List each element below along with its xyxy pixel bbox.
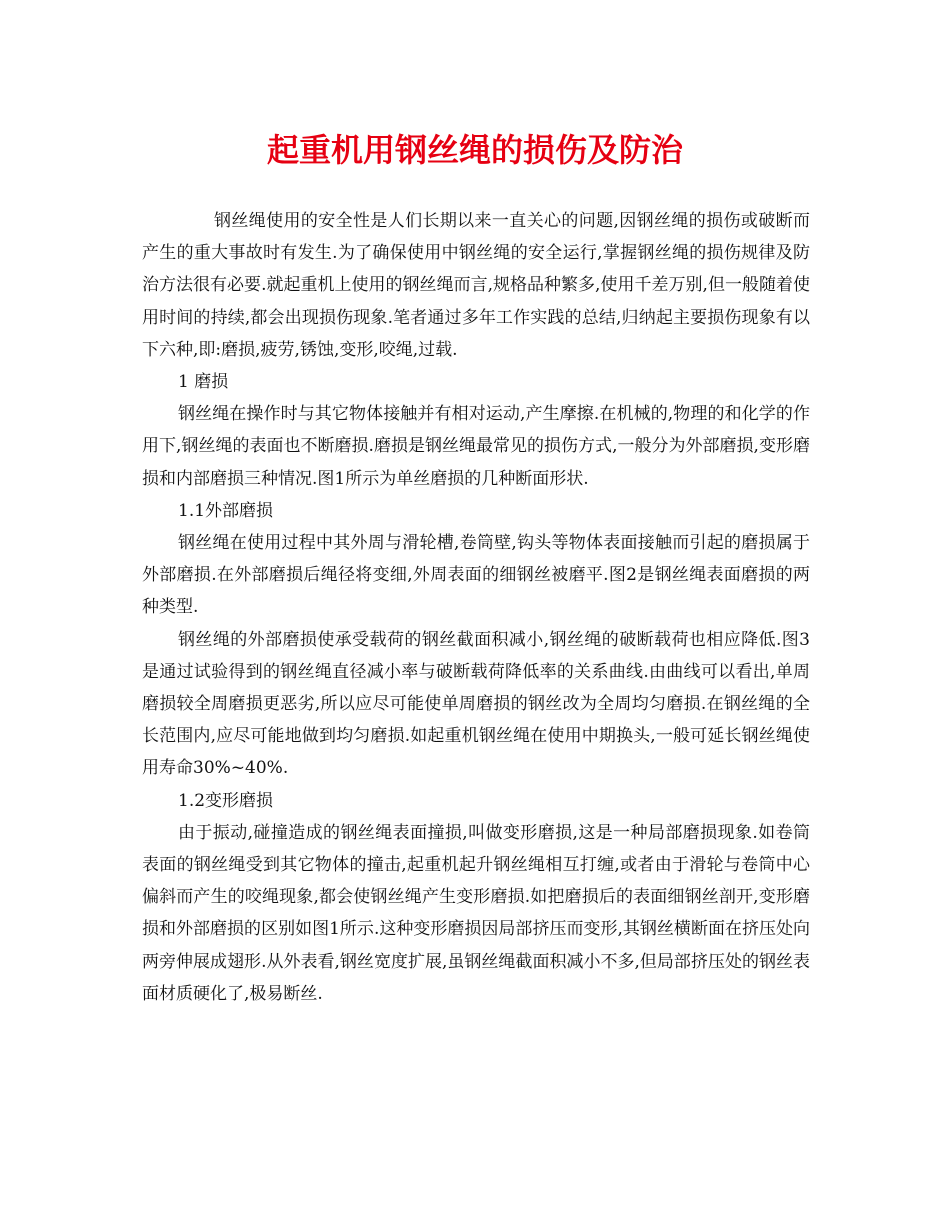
subsection-heading-deformation-wear: 1.2变形磨损 [178,790,274,811]
subsection-heading-external-wear: 1.1外部磨损 [178,500,274,521]
document-body [142,205,810,1010]
section-heading-wear: 1 磨损 [178,372,229,393]
body-paragraph: 由于振动,碰撞造成的钢丝绳表面撞损,叫做变形磨损,这是一种局部磨损现象.如卷筒表面的钢丝绳受到其它物体的撞击,起重机起升钢丝绳相互打缠,或者由于滑轮与卷筒中心偏斜而产生的咬绳现象,都会使钢丝绳产生变形磨损.如把磨损后的表面细钢丝剖开,变形磨损和外部磨损的区别如图1所示.这种变形磨损因局部挤压而变形,其钢丝横断面在挤压处向两旁伸展成翅形.从外表看,钢丝宽度扩展,虽钢丝绳截面积减小不多,但局部挤压处的钢丝表面材质硬化了,极易断丝. [142,822,810,1004]
body-paragraph: 钢丝绳在操作时与其它物体接触并有相对运动,产生摩擦.在机械的,物理的和化学的作用下,钢丝绳的表面也不断磨损.磨损是钢丝绳最常见的损伤方式,一般分为外部磨损,变形磨损和内部磨损三种情况.图1所示为单丝磨损的几种断面形状. [142,404,810,489]
intro-paragraph: 钢丝绳使用的安全性是人们长期以来一直关心的问题,因钢丝绳的损伤或破断而产生的重大事故时有发生.为了确保使用中钢丝绳的安全运行,掌握钢丝绳的损伤规律及防治方法很有必要.就起重机上使用的钢丝绳而言,规格品种繁多,使用千差万别,但一般随着使用时间的持续,都会出现损伤现象.笔者通过多年工作实践的总结,归纳起主要损伤现象有以下六种,即:磨损,疲劳,锈蚀,变形,咬绳,过载. [142,211,810,360]
document-title: 起重机用钢丝绳的损伤及防治 [266,131,683,169]
body-paragraph: 钢丝绳的外部磨损使承受载荷的钢丝截面积减小,钢丝绳的破断载荷也相应降低.图3是通过试验得到的钢丝绳直径减小率与破断载荷降低率的关系曲线.由曲线可以看出,单周磨损较全周磨损更恶劣,所以应尽可能使单周磨损的钢丝改为全周均匀磨损.在钢丝绳的全长范围内,应尽可能地做到均匀磨损.如起重机钢丝绳在使用中期换头,一般可延长钢丝绳使用寿命30%~40%. [142,629,810,779]
body-paragraph: 钢丝绳在使用过程中其外周与滑轮槽,卷筒壁,钩头等物体表面接触而引起的磨损属于外部磨损.在外部磨损后绳径将变细,外周表面的细钢丝被磨平.图2是钢丝绳表面磨损的两种类型. [142,533,810,618]
